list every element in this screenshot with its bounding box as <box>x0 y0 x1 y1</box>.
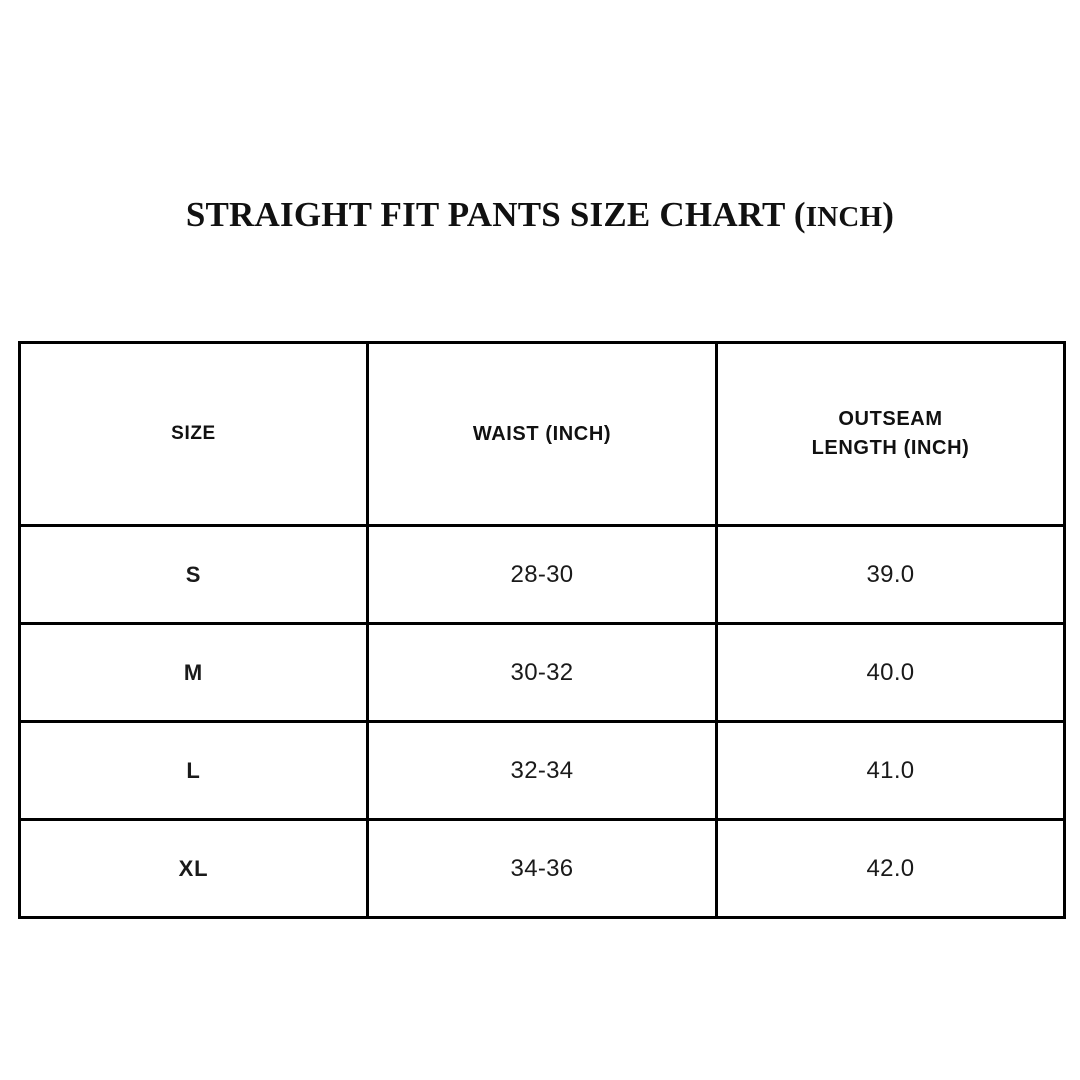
cell-waist: 28-30 <box>368 526 717 624</box>
column-header-outseam-line1: OUTSEAM <box>838 408 943 430</box>
column-header-outseam-line2: LENGTH (INCH) <box>811 437 970 459</box>
cell-size: S <box>20 526 368 624</box>
table-header <box>20 343 1065 526</box>
page-title <box>0 195 1080 235</box>
cell-outseam: 39.0 <box>717 526 1065 624</box>
cell-waist: 32-34 <box>368 722 717 820</box>
table-header-row <box>20 343 1065 526</box>
page-title-unit: INCH <box>805 201 883 233</box>
table-row <box>20 722 1065 820</box>
cell-waist: 30-32 <box>368 624 717 722</box>
size-chart-table <box>18 341 1066 919</box>
cell-waist: 34-36 <box>368 820 717 918</box>
table-row <box>20 526 1065 624</box>
column-header-waist: WAIST (INCH) <box>368 343 717 526</box>
page-title-close: ) <box>882 195 895 234</box>
cell-size: XL <box>20 820 368 918</box>
cell-outseam: 42.0 <box>717 820 1065 918</box>
column-header-outseam <box>717 343 1065 526</box>
cell-outseam: 41.0 <box>717 722 1065 820</box>
cell-outseam: 40.0 <box>717 624 1065 722</box>
cell-size: M <box>20 624 368 722</box>
table-body <box>20 526 1065 918</box>
cell-size: L <box>20 722 368 820</box>
page-title-main: STRAIGHT FIT PANTS SIZE CHART ( <box>185 195 806 234</box>
table-row <box>20 624 1065 722</box>
column-header-size: SIZE <box>20 343 368 526</box>
table-row <box>20 820 1065 918</box>
